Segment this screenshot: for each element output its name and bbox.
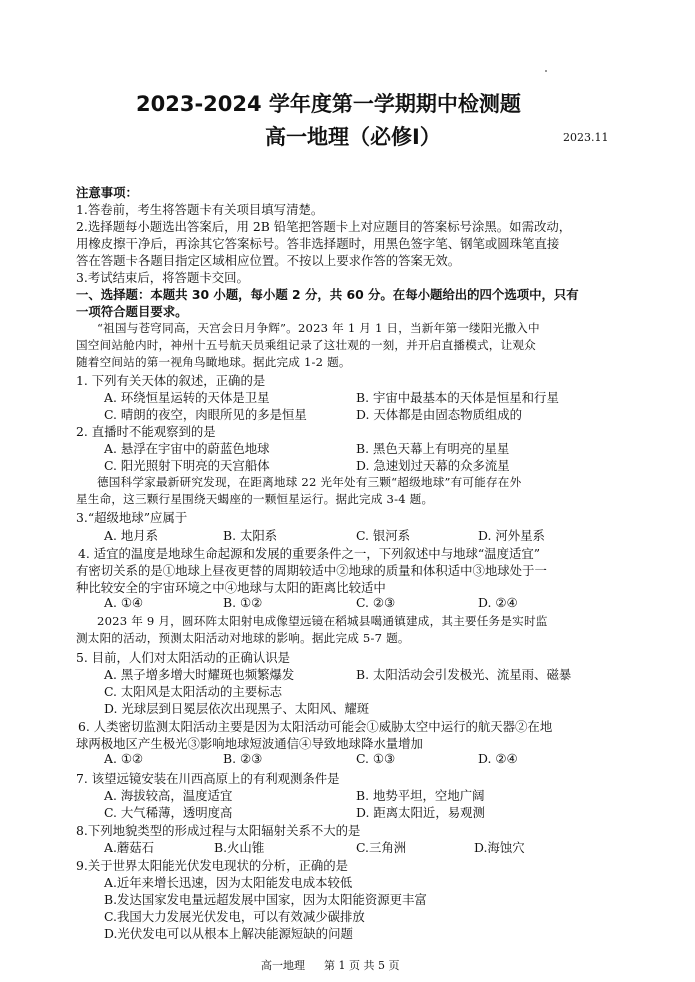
passage-line: 星生命，这三颗行星围绕天蝎座的一颗恒星运行。据此完成 3-4 题。 xyxy=(76,492,434,506)
passage-line: 德国科学家最新研究发现，在距离地球 22 光年处有三颗“超级地球”有可能存在外 xyxy=(97,475,522,489)
option-d: D. 光球层到日冕层依次出现黑子、太阳风、耀斑 xyxy=(104,701,370,716)
option-c: C.我国大力发展光伏发电，可以有效减少碳排放 xyxy=(104,909,365,924)
option-a: A. 地月系 xyxy=(104,528,158,543)
option-d: D. 急速划过天幕的众多流星 xyxy=(356,458,510,473)
question-stem: 8.下列地貌类型的形成过程与太阳辐射关系不大的是 xyxy=(76,823,361,838)
option-a: A. ①② xyxy=(104,751,144,766)
page-footer xyxy=(261,957,400,973)
question-stem: 9.关于世界太阳能光伏发电现状的分析，正确的是 xyxy=(76,858,349,873)
option-d: D. ②④ xyxy=(478,751,518,766)
option-b: B.火山锥 xyxy=(214,840,265,855)
option-b: B. 宇宙中最基本的天体是恒星和行星 xyxy=(356,390,559,405)
question-stem: 3.“超级地球”应属于 xyxy=(76,510,188,525)
option-c: C. 大气稀薄，透明度高 xyxy=(104,805,233,820)
question-stem: 6. 人类密切监测太阳活动主要是因为太阳活动可能会①威胁太空中运行的航天器②在地 xyxy=(78,719,553,734)
question-stem: 7. 该望远镜安装在川西高原上的有利观测条件是 xyxy=(76,771,340,786)
option-a: A. 黑子增多增大时耀斑也频繁爆发 xyxy=(104,667,295,682)
notes-item: 1.答卷前，考生将答题卡有关项目填写清楚。 xyxy=(76,202,324,217)
question-stem: 5. 目前，人们对太阳活动的正确认识是 xyxy=(76,650,291,665)
question-stem: 1. 下列有关天体的叙述，正确的是 xyxy=(76,373,266,388)
option-c: C. 阳光照射下明亮的天宫船体 xyxy=(104,458,270,473)
option-c: C. 太阳风是太阳活动的主要标志 xyxy=(104,684,282,699)
option-a: A. ①④ xyxy=(104,595,144,610)
passage-line: 国空间站舱内时，神州十五号航天员乘组记录了这壮观的一刻，并开启直播模式，让观众 xyxy=(76,338,536,352)
passage-line: “祖国与苍穹同高，天宫会日月争辉”。2023 年 1 月 1 日，当新年第一缕阳光撒入中 xyxy=(97,321,540,335)
option-a: A.近年来增长迅速，因为太阳能发电成本较低 xyxy=(104,875,353,890)
option-b: B. ①② xyxy=(223,595,263,610)
passage-line: 测太阳的活动，预测太阳活动对地球的影响。据此完成 5-7 题。 xyxy=(76,631,410,645)
question-stem-cont: 种比较安全的宇宙环境之中④地球与太阳的距离比较适中 xyxy=(76,580,386,595)
option-b: B. 黑色天幕上有明亮的星星 xyxy=(356,441,510,456)
footer-page-prefix: 第 xyxy=(324,959,335,972)
option-d: D. 距离太阳近，易观测 xyxy=(356,805,485,820)
option-c: C. ①③ xyxy=(356,751,396,766)
exam-date: 2023.11 xyxy=(563,131,609,144)
option-c: C. ②③ xyxy=(356,595,396,610)
footer-page-total: 5 xyxy=(378,959,385,972)
passage-line: 随着空间站的第一视角鸟瞰地球。据此完成 1-2 题。 xyxy=(76,355,351,369)
option-c: C. 银河系 xyxy=(356,528,411,543)
page-title: 2023-2024 学年度第一学期期中检测题 xyxy=(136,92,521,116)
option-b: B.发达国家发电量远超发展中国家，因为太阳能资源更丰富 xyxy=(104,892,427,907)
option-d: D. ②④ xyxy=(478,595,518,610)
question-stem: 4. 适宜的温度是地球生命起源和发展的重要条件之一，下列叙述中与地球“温度适宜” xyxy=(78,546,541,561)
option-c: C. 晴朗的夜空，肉眼所见的多是恒星 xyxy=(104,407,307,422)
page-subtitle: 高一地理（必修Ⅰ） xyxy=(265,125,441,149)
notes-heading: 注意事项： xyxy=(76,185,138,200)
option-a: A. 海拔较高，温度适宜 xyxy=(104,788,233,803)
option-d: D.海蚀穴 xyxy=(474,840,525,855)
option-d: D. 天体都是由固态物质组成的 xyxy=(356,407,523,422)
notes-item: 3.考试结束后，将答题卡交回。 xyxy=(76,270,249,285)
option-b: B. ②③ xyxy=(223,751,263,766)
footer-page-suffix: 页 xyxy=(388,959,400,972)
passage-line: 2023 年 9 月，圆环阵太阳射电成像望远镜在稻城县噶通镇建成，其主要任务是实时监 xyxy=(97,614,548,628)
option-d: D. 河外星系 xyxy=(478,528,545,543)
option-b: B. 地势平坦，空地广阔 xyxy=(356,788,485,803)
notes-item: 用橡皮擦干净后，再涂其它答案标号。答非选择题时，用黑色签字笔、钢笔或圆珠笔直接 xyxy=(76,236,560,251)
scan-dot xyxy=(545,70,547,72)
option-d: D.光伏发电可以从根本上解决能源短缺的问题 xyxy=(104,926,353,941)
question-stem: 2. 直播时不能观察到的是 xyxy=(76,424,216,439)
question-stem-cont: 有密切关系的是①地球上昼夜更替的周期较适中②地球的质量和体积适中③地球处于一 xyxy=(76,563,547,578)
footer-page-number: 1 xyxy=(338,959,346,972)
footer-subject: 高一地理 xyxy=(261,959,305,972)
option-b: B. 太阳系 xyxy=(223,528,278,543)
option-a: A. 环绕恒星运转的天体是卫星 xyxy=(104,390,270,405)
option-c: C.三角洲 xyxy=(356,840,407,855)
option-a: A.蘑菇石 xyxy=(104,840,155,855)
question-stem-cont: 球两极地区产生极光③影响地球短波通信④导致地球降水量增加 xyxy=(76,736,423,751)
footer-page-mid: 页 共 xyxy=(349,959,375,972)
option-b: B. 太阳活动会引发极光、流星雨、磁暴 xyxy=(356,667,572,682)
notes-item: 答在答题卡各题目指定区域相应位置。不按以上要求作答的答案无效。 xyxy=(76,253,461,268)
option-a: A. 悬浮在宇宙中的蔚蓝色地球 xyxy=(104,441,270,456)
section-heading: 一、选择题：本题共 30 小题，每小题 2 分，共 60 分。在每小题给出的四个选项中，只有 xyxy=(76,287,579,302)
notes-item: 2.选择题每小题选出答案后，用 2B 铅笔把答题卡上对应题目的答案标号涂黑。如需改动， xyxy=(76,219,572,234)
section-heading-cont: 一项符合题目要求。 xyxy=(76,304,188,319)
